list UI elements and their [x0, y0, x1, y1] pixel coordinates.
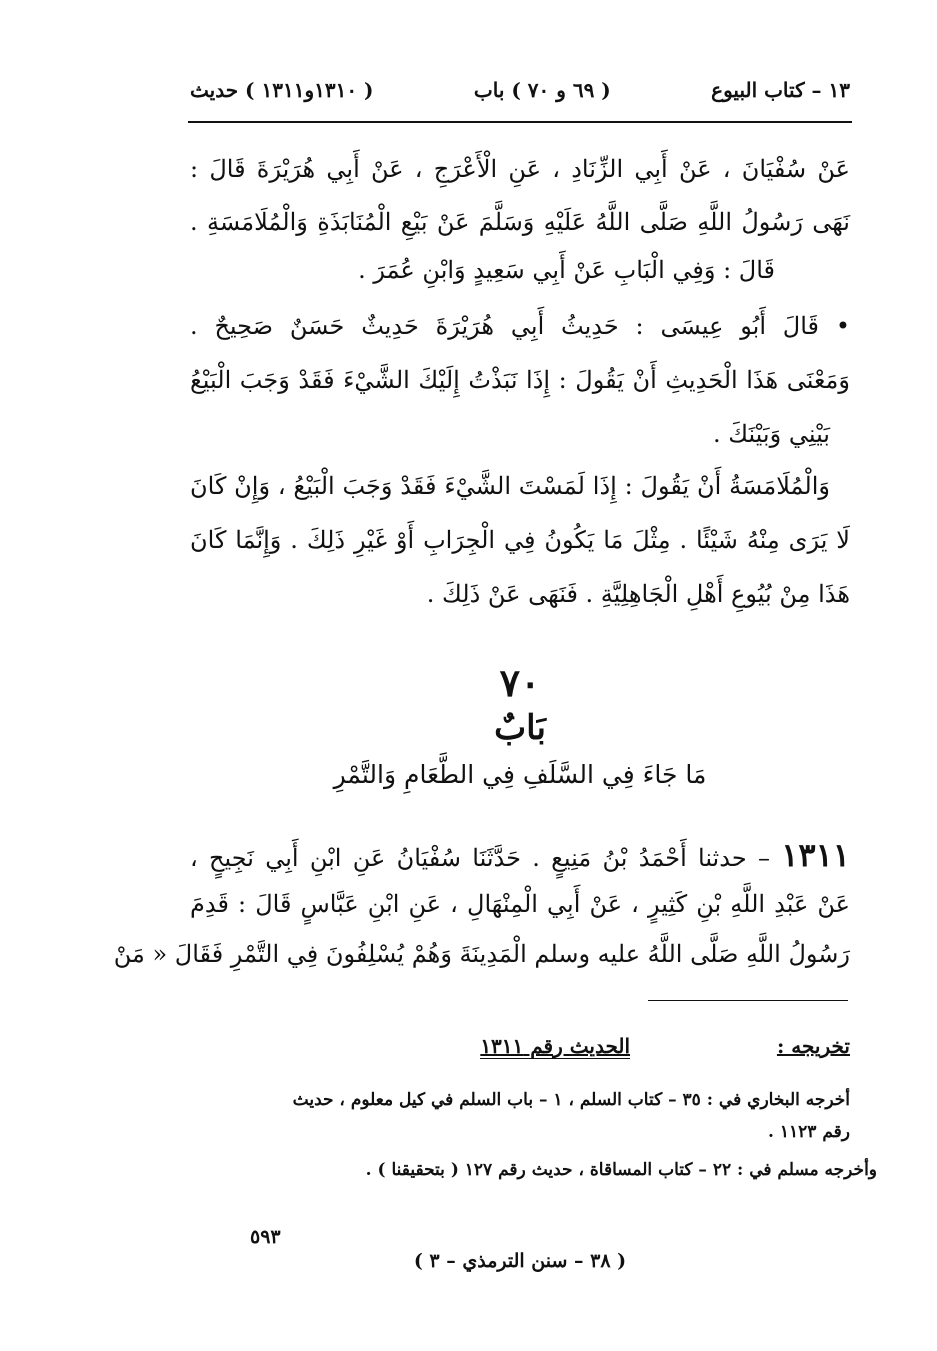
- footnote-line-2: رقم ١١٢٣ .: [768, 1122, 850, 1142]
- footnote-line-1: أخرجه البخاري في : ٣٥ – كتاب السلم ، ١ – باب السلم في كيل معلوم ، حديث: [292, 1090, 850, 1110]
- footnotes-label: تخريجه :: [776, 1034, 850, 1058]
- footnotes-header: [190, 1034, 850, 1070]
- header-divider: [188, 121, 852, 123]
- chapter-heading: بَابٌ: [494, 708, 546, 748]
- page-number: ٥٩٣: [250, 1226, 281, 1248]
- body-line-9: هَذَا مِنْ بُيُوعِ أَهْلِ الْجَاهِلِيَّةِ . فَنَهَى عَنْ ذَلِكَ .: [426, 580, 850, 608]
- hadith-line-2: عَنْ عَبْدِ اللَّهِ بْنِ كَثِيرٍ ، عَنْ أَبِي الْمِنْهَالِ ، عَنِ ابْنِ عَبَّاسٍ قَالَ : قَدِمَ: [190, 890, 850, 918]
- body-line-8: لَا يَرَى مِنْهُ شَيْئًا . مِثْلَ مَا يَكُونُ فِي الْجِرَابِ أَوْ غَيْرِ ذَلِكَ . وَإِنَّمَا كَانَ: [190, 526, 850, 554]
- hadith-line-1: [190, 836, 850, 874]
- body-line-6: بَيْنِي وَبَيْنَكَ .: [712, 420, 830, 448]
- body-line-7: وَالْمُلَامَسَةُ أَنْ يَقُولَ : إِذَا لَمَسْتَ الشَّيْءَ فَقَدْ وَجَبَ الْبَيْعُ ، وَإِنْ كَانَ: [190, 472, 830, 500]
- body-line-2: نَهَى رَسُولُ اللَّهِ صَلَّى اللَّهُ عَلَيْهِ وَسَلَّمَ عَنْ بَيْعِ الْمُنَابَذَةِ وَالْمُلَامَسَةِ .: [190, 208, 850, 236]
- footnote-line-3: وأخرجه مسلم في : ٢٢ – كتاب المساقاة ، حديث رقم ١٢٧ ( بتحقيقنا ) .: [365, 1160, 877, 1180]
- running-title: ١٣ – كتاب البيوع: [711, 78, 850, 102]
- body-line-3: قَالَ : وَفِي الْبَابِ عَنْ أَبِي سَعِيدٍ وَابْنِ عُمَرَ .: [358, 256, 775, 284]
- chapter-title: مَا جَاءَ فِي السَّلَفِ فِي الطَّعَامِ وَالتَّمْرِ: [333, 760, 707, 789]
- hadith-refs: ( ١٣١٠و١٣١١ ) حديث: [190, 78, 374, 102]
- chapter-number: ٧٠: [499, 660, 541, 705]
- hadith-text-1: – حدثنا أَحْمَدُ بْنُ مَنِيعٍ . حَدَّثَنَا سُفْيَانُ عَنِ ابْنِ أَبِي نَجِيحٍ ،: [190, 844, 770, 872]
- running-header: [190, 70, 850, 110]
- footnote-divider: [648, 1000, 848, 1001]
- body-line-1: عَنْ سُفْيَانَ ، عَنْ أَبِي الزِّنَادِ ، عَنِ الْأَعْرَجِ ، عَنْ أَبِي هُرَيْرَةَ قَالَ :: [190, 155, 850, 183]
- chapter-refs: ( ٦٩ و ٧٠ ) باب: [473, 78, 611, 102]
- body-line-5: وَمَعْنَى هَذَا الْحَدِيثِ أَنْ يَقُولَ : إِذَا نَبَذْتُ إِلَيْكَ الشَّيْءَ فَقَدْ وَجَبَ الْبَيْعُ: [190, 366, 850, 394]
- hadith-number: ١٣١١: [781, 836, 850, 874]
- hadith-line-3: رَسُولُ اللَّهِ صَلَّى اللَّهُ عليه وسلم الْمَدِينَةَ وَهُمْ يُسْلِفُونَ فِي التَّمْرِ فَقَالَ « مَنْ: [113, 940, 850, 968]
- signature-mark: ( ٣٨ – سنن الترمذي – ٣ ): [413, 1250, 627, 1272]
- body-line-4: • قَالَ أَبُو عِيسَى : حَدِيثُ أَبِي هُرَيْرَةَ حَدِيثٌ حَسَنٌ صَحِيحٌ .: [190, 312, 850, 340]
- footnotes-title: الحديث رقم ١٣١١: [480, 1034, 630, 1058]
